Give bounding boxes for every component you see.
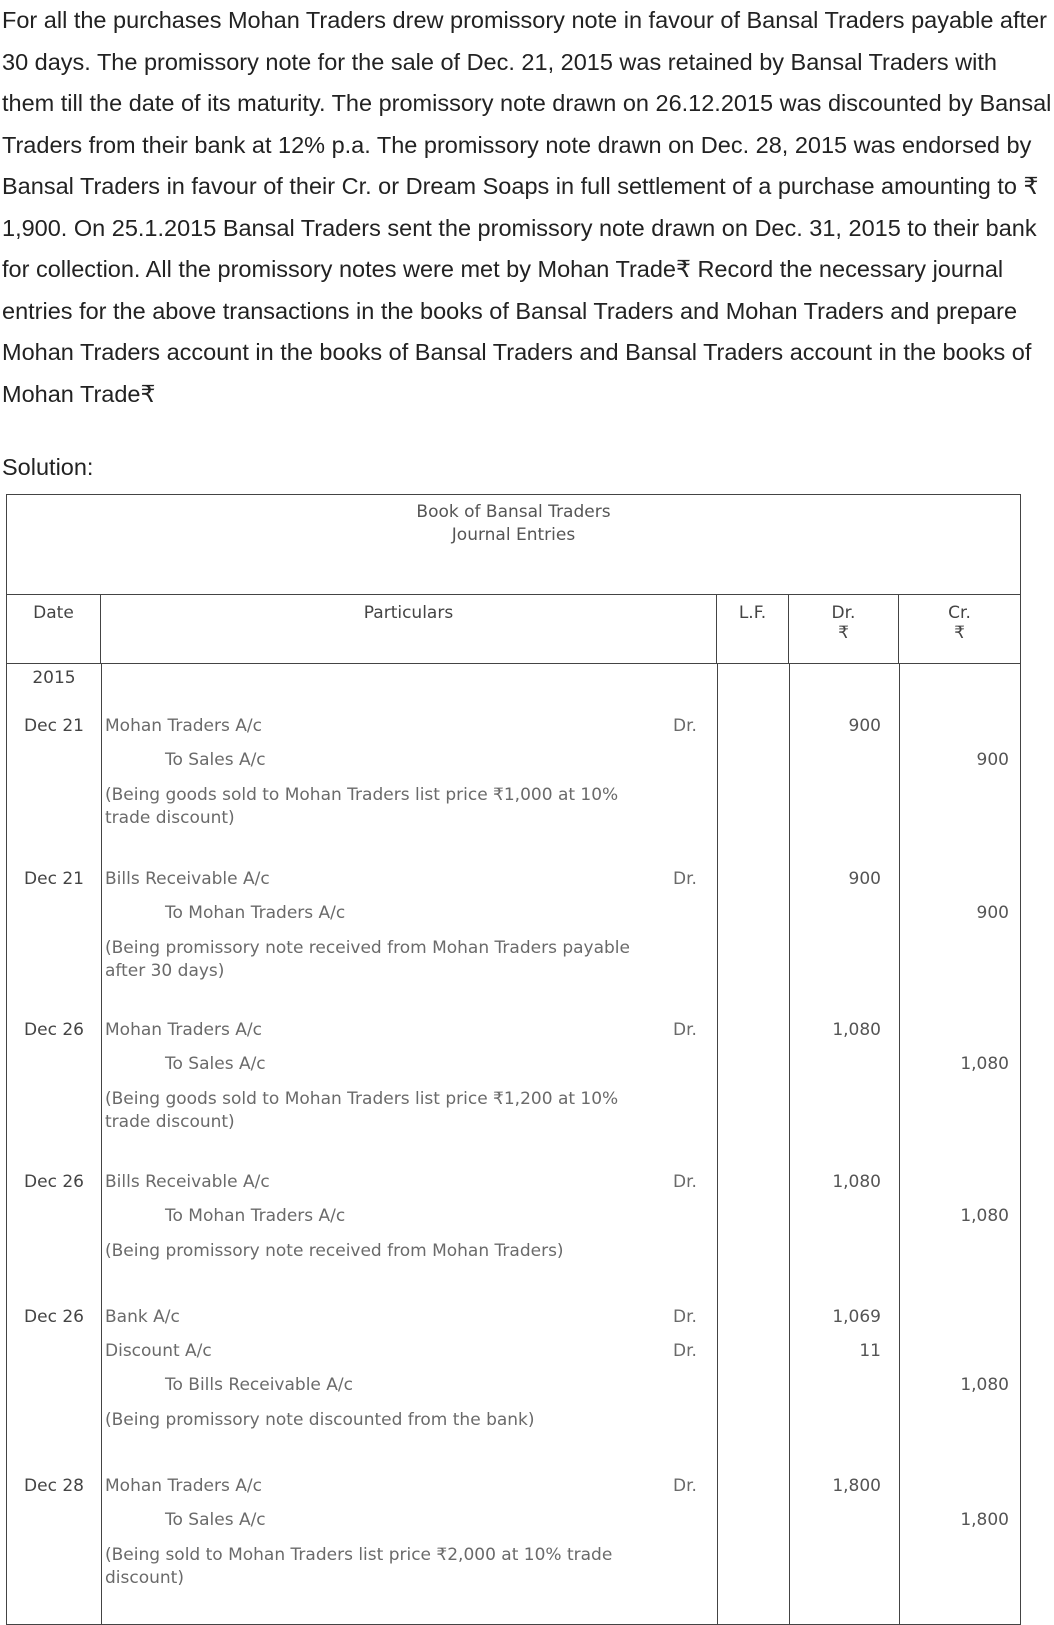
header-dr-label: Dr. [831, 603, 856, 623]
divider-dr [899, 664, 900, 1624]
entry-debit: Bills Receivable A/c [105, 1172, 270, 1192]
entry-debit-2: Discount A/c [105, 1341, 212, 1361]
entry-credit: To Mohan Traders A/c [165, 903, 346, 923]
entry-cr-amount: 900 [976, 750, 1009, 770]
entry-dr-amount: 1,069 [832, 1307, 881, 1327]
entry-narration: (Being promissory note received from Mohan Traders payable after 30 days) [105, 938, 630, 981]
entry-date: Dec 26 [24, 1172, 84, 1192]
entry-narration: (Being promissory note discounted from the bank) [105, 1410, 535, 1430]
entry-dr-mark: Dr. [673, 716, 697, 736]
journal-header-row [7, 595, 1021, 664]
entry-cr-amount: 1,080 [960, 1375, 1009, 1395]
entry-dr-mark-2: Dr. [673, 1341, 697, 1361]
solution-label: Solution: [2, 454, 94, 480]
entry-credit: To Bills Receivable A/c [165, 1375, 353, 1395]
entry-credit: To Sales A/c [165, 750, 266, 770]
entry-dr-amount: 1,800 [832, 1476, 881, 1496]
header-cr-unit: ₹ [954, 623, 965, 643]
header-particulars: Particulars [101, 595, 717, 664]
entry-narration: (Being sold to Mohan Traders list price ₹2,000 at 10% trade discount) [105, 1545, 613, 1588]
divider-lf [789, 664, 790, 1624]
entry-dr-mark: Dr. [673, 869, 697, 889]
entry-credit: To Mohan Traders A/c [165, 1206, 346, 1226]
entry-dr-mark: Dr. [673, 1307, 697, 1327]
entry-date: Dec 28 [24, 1476, 84, 1496]
entry-narration: (Being goods sold to Mohan Traders list price ₹1,000 at 10% trade discount) [105, 785, 619, 828]
entry-cr-amount: 1,080 [960, 1054, 1009, 1074]
journal-title: Book of Bansal Traders [416, 502, 611, 522]
question-text-block [0, 0, 1054, 415]
entry-date: Dec 21 [24, 869, 84, 889]
entry-cr-amount: 1,800 [960, 1510, 1009, 1530]
entry-dr-amount-2: 11 [859, 1341, 881, 1361]
entry-debit: Mohan Traders A/c [105, 716, 262, 736]
divider-date [101, 664, 102, 1624]
journal-caption [7, 495, 1021, 595]
journal-table [6, 494, 1021, 1625]
entry-date: Dec 26 [24, 1020, 84, 1040]
entry-dr-amount: 1,080 [832, 1020, 881, 1040]
header-cr-label: Cr. [948, 603, 971, 623]
entry-cr-amount: 1,080 [960, 1206, 1009, 1226]
year-label: 2015 [32, 668, 76, 688]
header-lf: L.F. [717, 595, 789, 664]
journal-caption-row [7, 495, 1021, 595]
entry-dr-mark: Dr. [673, 1020, 697, 1040]
entry-narration: (Being promissory note received from Mohan Traders) [105, 1241, 564, 1261]
entry-dr-amount: 1,080 [832, 1172, 881, 1192]
journal-subtitle: Journal Entries [451, 525, 576, 545]
entry-debit: Bills Receivable A/c [105, 869, 270, 889]
entry-cr-amount: 900 [976, 903, 1009, 923]
entry-dr-amount: 900 [848, 716, 881, 736]
entry-debit: Mohan Traders A/c [105, 1476, 262, 1496]
entry-credit: To Sales A/c [165, 1510, 266, 1530]
divider-particulars [717, 664, 718, 1624]
entry-dr-amount: 900 [848, 869, 881, 889]
header-cr [899, 595, 1021, 664]
entry-narration: (Being goods sold to Mohan Traders list price ₹1,200 at 10% trade discount) [105, 1089, 619, 1132]
header-date: Date [7, 595, 101, 664]
header-dr [789, 595, 899, 664]
entry-credit: To Sales A/c [165, 1054, 266, 1074]
entry-date: Dec 21 [24, 716, 84, 736]
entry-dr-mark: Dr. [673, 1172, 697, 1192]
entry-debit: Mohan Traders A/c [105, 1020, 262, 1040]
journal-body [7, 664, 1021, 1625]
question-paragraph: For all the purchases Mohan Traders drew promissory note in favour of Bansal Traders payable after 30 days. The promissory note for the sale of Dec. 21, 2015 was retained by Bansal Traders with them till the date of its maturity. The promissory note drawn on 26.12.2015 was discounted by Bansal Traders from their bank at 12% p.a. The promissory note drawn on Dec. 28, 2015 was endorsed by Bansal Traders in favour of their Cr. or Dream Soaps in full settlement of a purchase amounting to ₹ 1,900. On 25.1.2015 Bansal Traders sent the promissory note drawn on Dec. 31, 2015 to their bank for collection. All the promissory notes were met by Mohan Trade₹ Record the necessary journal entries for the above transactions in the books of Bansal Traders and Mohan Traders and prepare Mohan Traders account in the books of Bansal Traders and Bansal Traders account in the books of Mohan Trade₹ [2, 7, 1052, 407]
header-dr-unit: ₹ [838, 623, 849, 643]
entry-debit: Bank A/c [105, 1307, 180, 1327]
entry-dr-mark: Dr. [673, 1476, 697, 1496]
entry-date: Dec 26 [24, 1307, 84, 1327]
journal-body-row [7, 664, 1021, 1625]
